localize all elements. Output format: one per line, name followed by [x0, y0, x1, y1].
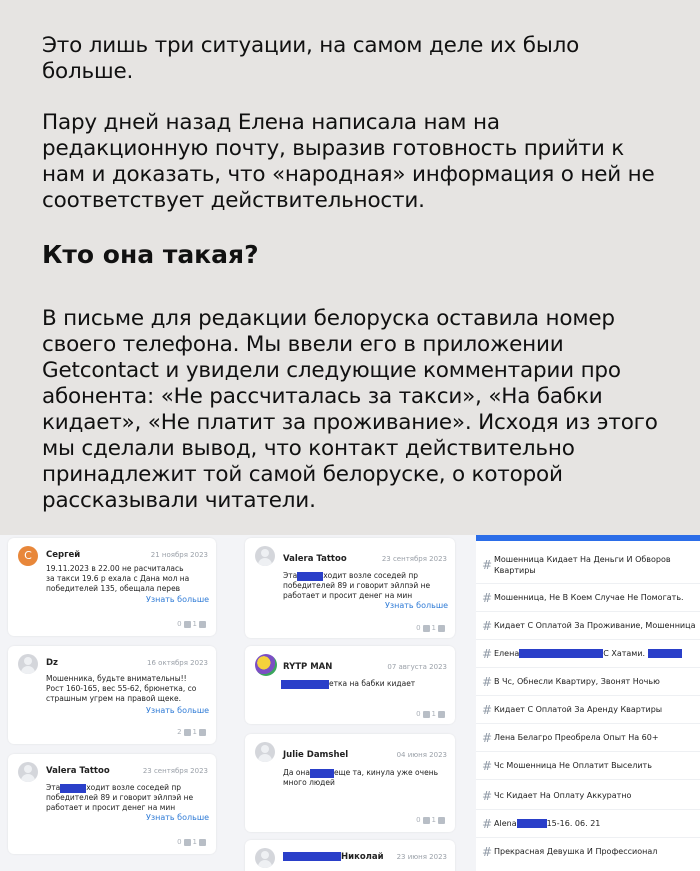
avatar: С — [18, 546, 38, 566]
learn-more-link[interactable]: Узнать больше — [146, 813, 210, 822]
thumb-down-icon[interactable] — [423, 711, 430, 718]
comment-line: работает и просит денег на мин — [46, 803, 176, 812]
comment-line: Эта ходит возле соседей пр — [46, 783, 182, 792]
vote-counts: 0 1 — [416, 710, 447, 718]
commenter-name: RYTP MAN — [283, 662, 333, 672]
redaction-bar — [297, 572, 323, 581]
avatar — [255, 546, 275, 566]
divider — [476, 695, 700, 696]
comment-date: 16 октября 2023 — [147, 659, 208, 667]
tag-item: # Alena 15-16. 06. 21 — [476, 813, 700, 835]
hash-icon: # — [482, 619, 493, 633]
tag-item: # Мошенница, Не В Коем Случае Не Помогать. — [476, 587, 700, 609]
hash-icon: # — [482, 789, 493, 803]
redaction-bar — [310, 769, 334, 778]
hash-icon: # — [482, 817, 493, 831]
hash-icon: # — [482, 759, 493, 773]
hash-icon: # — [482, 703, 493, 717]
paragraph-3: В письме для редакции белоруска оставила номер своего телефона. Мы ввели его в приложении Getcontact и увидели следующие комментарии про абонента: «Не рассчиталась за такси», «На бабки кидает», «Не платит за проживание». Исходя из этого мы сделали вывод, что контакт действительно принадлежит той самой белоруске, о которой рассказывали читатели. — [42, 306, 658, 513]
redaction-bar — [281, 680, 329, 689]
avatar — [18, 762, 38, 782]
comment-date: 23 июня 2023 — [396, 853, 447, 861]
avatar — [255, 654, 277, 676]
tag-item: # Кидает С Оплатой За Проживание, Мошенница — [476, 615, 700, 637]
thumb-up-icon[interactable] — [438, 711, 445, 718]
comment-date: 21 ноября 2023 — [150, 551, 208, 559]
thumb-up-icon[interactable] — [438, 625, 445, 632]
tag-item: # Кидает С Оплатой За Аренду Квартиры — [476, 699, 700, 721]
hash-icon: # — [482, 845, 493, 859]
hash-icon: # — [482, 731, 493, 745]
commenter-name: Valera Tattoo — [46, 766, 110, 776]
comment-line: страшным угрем на правой щеке. — [46, 694, 181, 703]
tag-item: # Елена С Хатами. — [476, 643, 700, 665]
comment-line: 19.11.2023 в 22.00 не расчиталась — [46, 564, 184, 573]
vote-counts: 0 1 — [416, 624, 447, 632]
avatar — [255, 742, 275, 762]
comment-card — [245, 840, 455, 871]
divider — [476, 751, 700, 752]
comment-date: 07 августа 2023 — [387, 663, 447, 671]
hash-icon: # — [482, 591, 493, 605]
thumb-down-icon[interactable] — [423, 625, 430, 632]
hash-icon: # — [482, 675, 493, 689]
learn-more-link[interactable]: Узнать больше — [385, 601, 449, 610]
vote-counts: 0 1 — [416, 816, 447, 824]
comment-date: 23 сентября 2023 — [381, 555, 447, 563]
divider — [476, 809, 700, 810]
comment-line: победителей 135, обещала перев — [46, 584, 181, 593]
tag-item: # Чс Кидает На Оплату Аккуратно — [476, 785, 700, 807]
redaction-bar — [60, 784, 86, 793]
comment-line: много людей — [283, 778, 335, 787]
vote-counts: 0 1 — [177, 620, 208, 628]
comment-line: за такси 19.6 р ехала с Дана мол на — [46, 574, 190, 583]
comment-line: работает и просит денег на мин — [283, 591, 413, 600]
learn-more-link[interactable]: Узнать больше — [146, 706, 210, 715]
comment-line: Рост 160-165, вес 55-62, брюнетка, со — [46, 684, 197, 693]
tags-panel — [476, 535, 700, 871]
comment-card — [245, 646, 455, 724]
divider — [476, 611, 700, 612]
divider — [476, 583, 700, 584]
tag-item: # Чс Мошенница Не Оплатит Выселить — [476, 755, 700, 777]
redaction-bar — [283, 852, 341, 861]
thumb-up-icon[interactable] — [199, 621, 206, 628]
comment-date: 04 июня 2023 — [396, 751, 447, 759]
comment-card — [8, 754, 216, 854]
thumb-up-icon[interactable] — [199, 839, 206, 846]
tag-item: # Лена Белагро Преобрела Опыт На 60+ — [476, 727, 700, 749]
paragraph-1: Это лишь три ситуации, на самом деле их было больше. — [42, 33, 580, 84]
avatar — [255, 848, 275, 868]
section-heading: Кто она такая? — [42, 240, 259, 269]
screenshots-collage — [0, 535, 700, 871]
tag-item: # Мошенница Кидает На Деньги И Обворов Квартиры — [476, 551, 700, 579]
divider — [476, 723, 700, 724]
panel-accent-bar — [476, 535, 700, 541]
divider — [476, 779, 700, 780]
learn-more-link[interactable]: Узнать больше — [146, 595, 210, 604]
commenter-name: Valera Tattoo — [283, 554, 347, 564]
commenter-name: Николай — [283, 852, 384, 862]
thumb-up-icon[interactable] — [438, 817, 445, 824]
thumb-down-icon[interactable] — [184, 621, 191, 628]
commenter-name: Dz — [46, 658, 59, 668]
divider — [476, 667, 700, 668]
thumb-down-icon[interactable] — [423, 817, 430, 824]
comment-line: Эта ходит возле соседей пр — [283, 571, 419, 580]
comment-line: победителей 89 и говорит эйлпэй не — [46, 793, 194, 802]
thumb-down-icon[interactable] — [184, 729, 191, 736]
tag-item: # В Чс, Обнесли Квартиру, Звонят Ночью — [476, 671, 700, 693]
thumb-up-icon[interactable] — [199, 729, 206, 736]
thumb-down-icon[interactable] — [184, 839, 191, 846]
divider — [476, 639, 700, 640]
redaction-bar — [648, 649, 682, 658]
commenter-name: Julie Damshel — [283, 750, 349, 760]
commenter-name: Сергей — [46, 550, 81, 560]
hash-icon: # — [482, 558, 493, 572]
comment-card — [8, 538, 216, 636]
vote-counts: 2 1 — [177, 728, 208, 736]
comment-line: победителей 89 и говорит эйлпэй не — [283, 581, 431, 590]
vote-counts: 0 1 — [177, 838, 208, 846]
avatar — [18, 654, 38, 674]
comment-line: етка на бабки кидает — [281, 679, 415, 689]
hash-icon: # — [482, 647, 493, 661]
divider — [476, 837, 700, 838]
comment-date: 23 сентября 2023 — [142, 767, 208, 775]
paragraph-2: Пару дней назад Елена написала нам на редакционную почту, выразив готовность прийти к нам и доказать, что «народная» информация о ней не соответствует действительности. — [42, 110, 655, 213]
comment-card — [245, 538, 455, 638]
comment-line: Да она еще та, кинула уже очень — [283, 768, 439, 777]
comment-card — [8, 646, 216, 744]
redaction-bar — [519, 649, 603, 658]
comment-card — [245, 734, 455, 832]
tag-item: # Прекрасная Девушка И Профессионал — [476, 841, 700, 863]
comment-line: Мошенника, будьте внимательны!! — [46, 674, 187, 683]
redaction-bar — [517, 819, 547, 828]
